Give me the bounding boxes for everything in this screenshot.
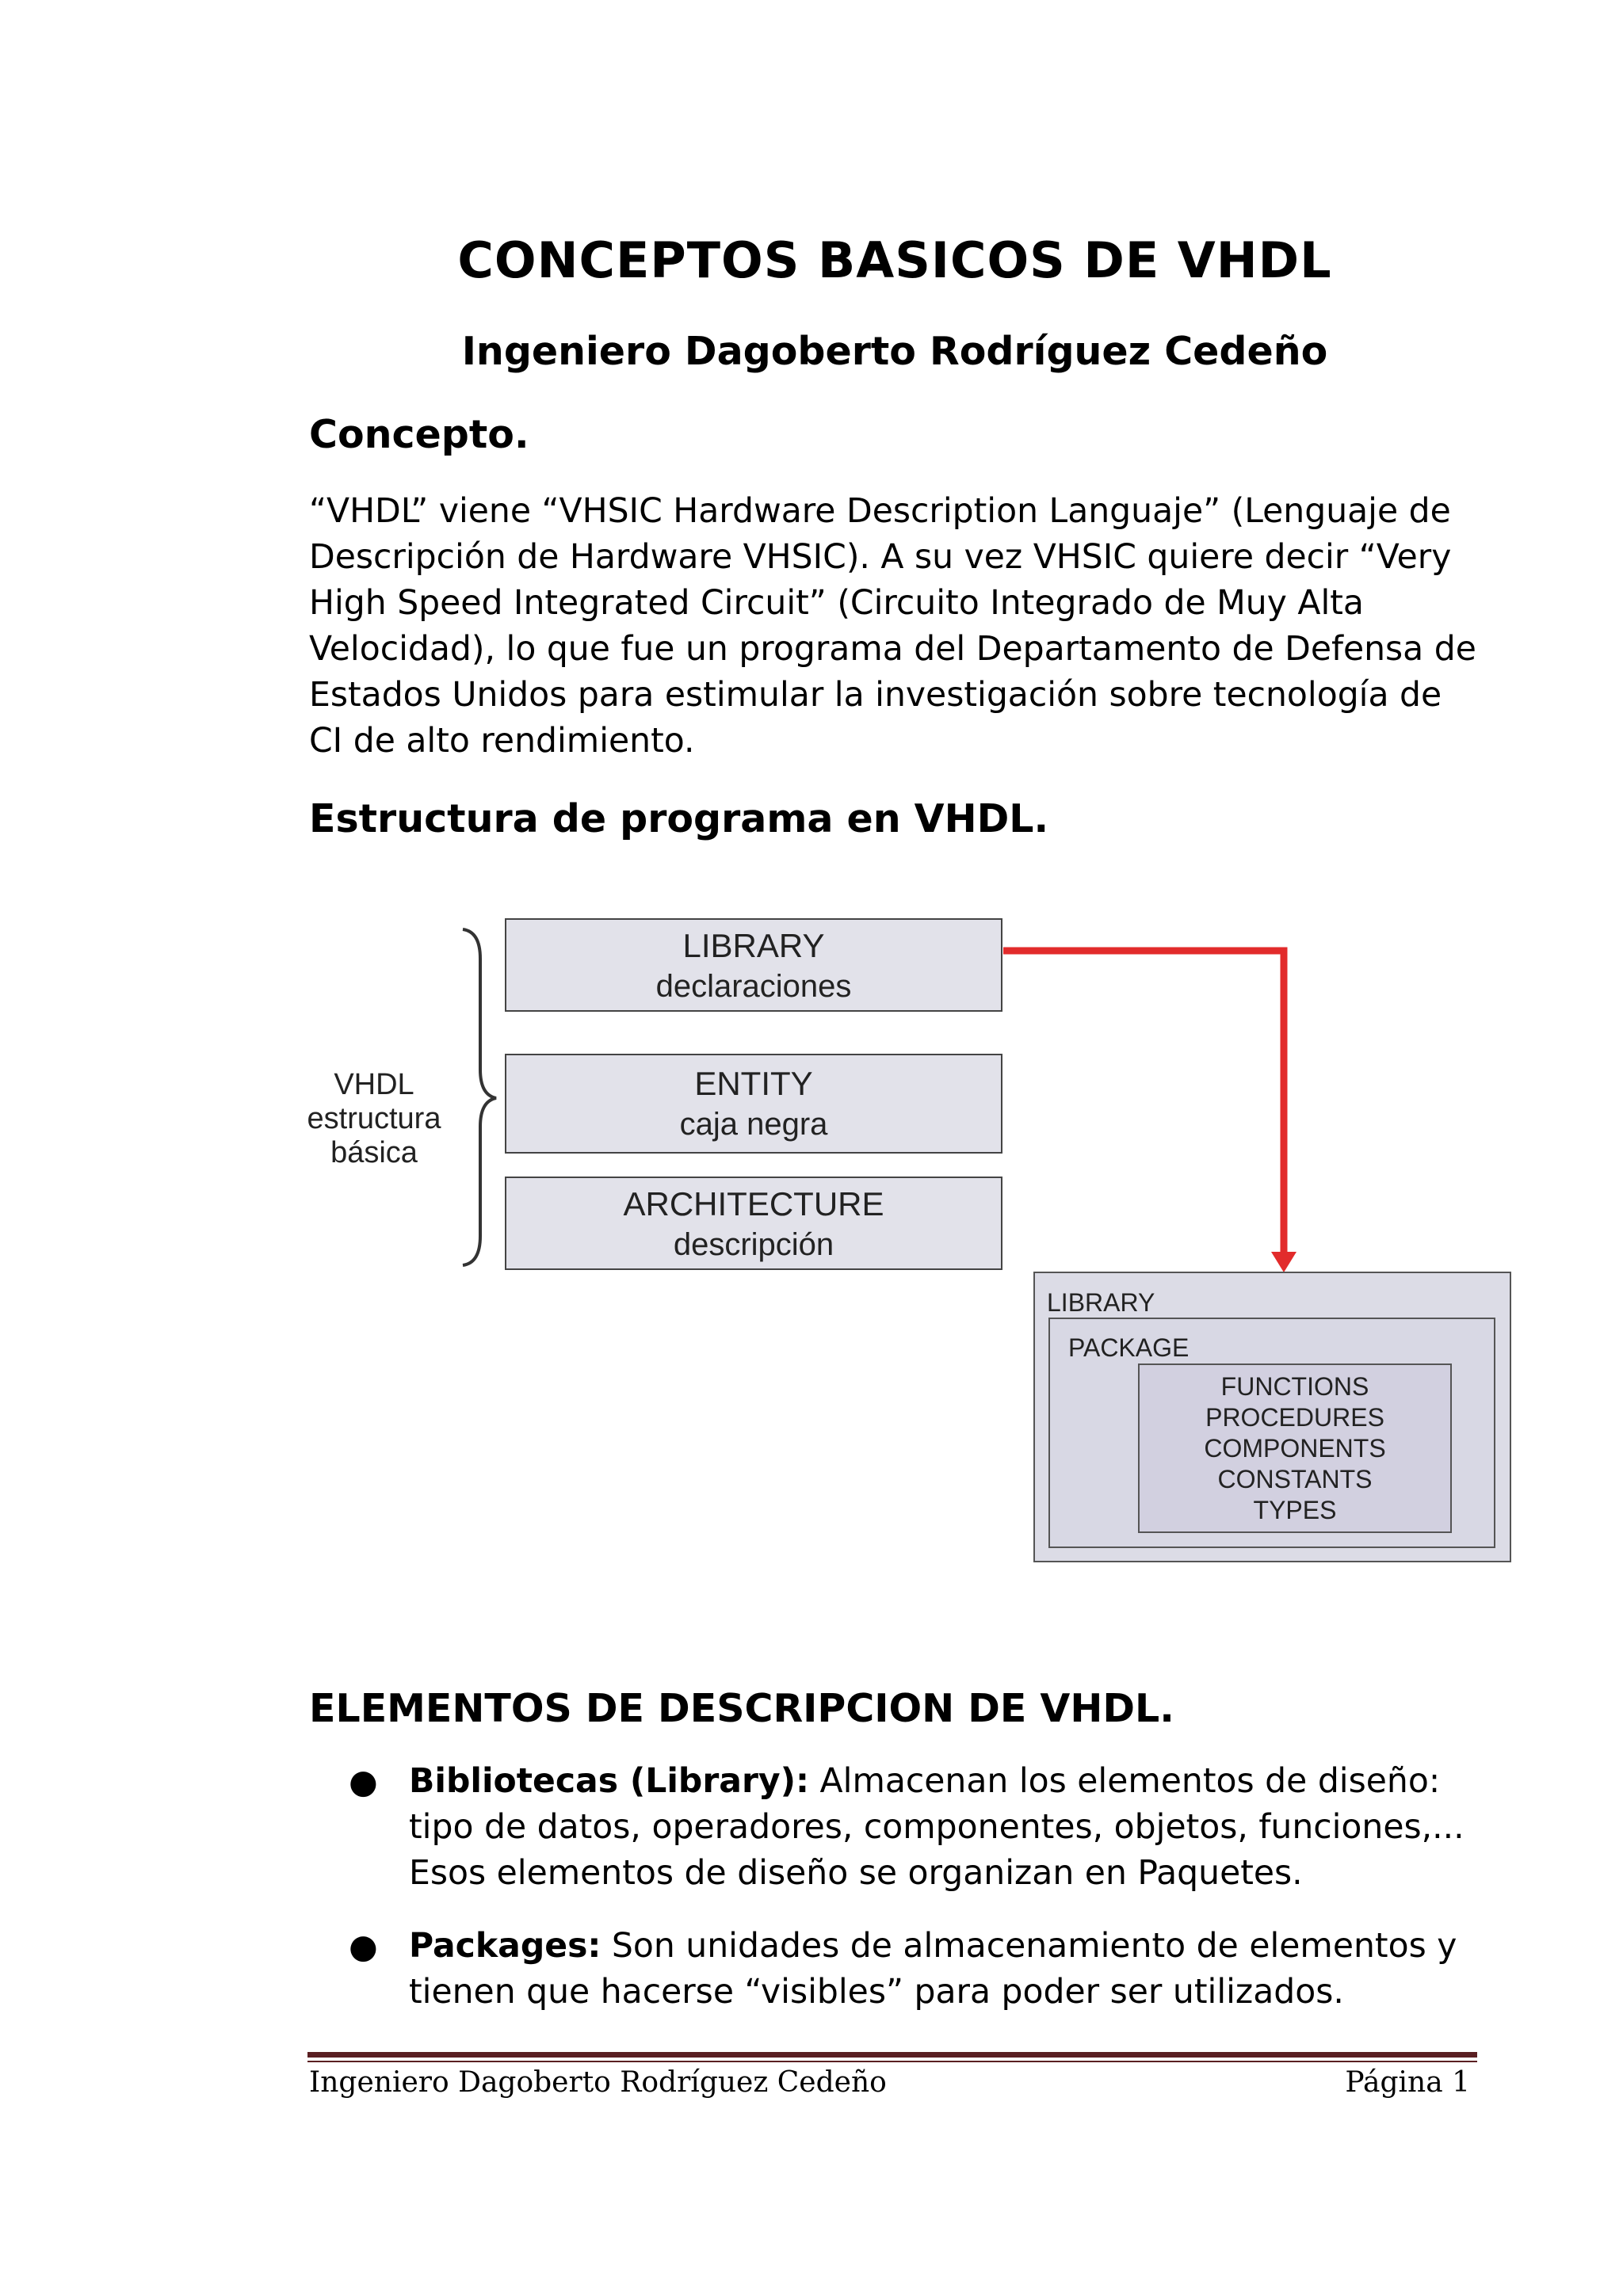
package-item-constants: CONSTANTS (1217, 1465, 1373, 1493)
architecture-block-title: ARCHITECTURE (623, 1185, 884, 1222)
side-label-line2: estructura (307, 1102, 441, 1135)
paragraph-concepto: “VHDL” viene “VHSIC Hardware Description Languaje” (Lenguaje de Descripción de Hardware VHSIC). A su vez VHSIC quiere decir “Very High Speed Integrated Circuit” (Circuito Integrado de Muy Alta Velocidad), lo que fue un programa del Departamento de Defensa de Estados Unidos para estimular la investigación sobre tecnología de CI de alto rendimiento. (309, 492, 1476, 761)
package-item-procedures: PROCEDURES (1205, 1403, 1384, 1432)
entity-block-title: ENTITY (694, 1065, 813, 1102)
footer-author: Ingeniero Dagoberto Rodríguez Cedeño (309, 2066, 887, 2099)
architecture-block-subtitle: descripción (673, 1227, 834, 1262)
arrow-connector (1003, 951, 1284, 1253)
elements-list (349, 1759, 1482, 2042)
library-block-title: LIBRARY (682, 927, 825, 964)
package-item-functions: FUNCTIONS (1220, 1372, 1369, 1401)
list-item-text: Almacenan los elementos de diseño: tipo de datos, operadores, componentes, objetos, funciones,... Esos elementos de diseño se organizan en Paquetes. (409, 1762, 1465, 1893)
entity-block-subtitle: caja negra (679, 1107, 828, 1142)
footer-page-number: Página 1 (1345, 2066, 1470, 2099)
footer-divider (307, 2052, 1477, 2058)
library-container-label: LIBRARY (1047, 1288, 1155, 1317)
heading-elementos: ELEMENTOS DE DESCRIPCION DE VHDL. (309, 1686, 1174, 1731)
heading-concepto: Concepto. (309, 412, 529, 457)
list-item-term: Packages: (409, 1927, 601, 1966)
brace-icon (463, 929, 496, 1265)
package-item-components: COMPONENTS (1204, 1434, 1386, 1463)
page-author: Ingeniero Dagoberto Rodríguez Cedeño (461, 329, 1328, 374)
package-container-label: PACKAGE (1068, 1333, 1190, 1362)
side-label-line3: básica (330, 1136, 418, 1169)
side-label-line1: VHDL (334, 1068, 414, 1101)
list-item (349, 1759, 1482, 1897)
list-item (349, 1924, 1482, 2016)
list-item-text: Son unidades de almacenamiento de elementos y tienen que hacerse “visibles” para poder ser utilizados. (409, 1927, 1457, 2012)
package-item-types: TYPES (1253, 1496, 1337, 1524)
library-block-subtitle: declaraciones (655, 969, 852, 1004)
footer-divider-thin (307, 2061, 1477, 2062)
page-title: CONCEPTOS BASICOS DE VHDL (457, 231, 1332, 289)
arrow-head-icon (1271, 1252, 1296, 1272)
heading-estructura: Estructura de programa en VHDL. (309, 796, 1049, 841)
bullet-icon: ● (349, 1762, 378, 1801)
list-item-term: Bibliotecas (Library): (409, 1762, 810, 1801)
bullet-icon: ● (349, 1927, 378, 1966)
